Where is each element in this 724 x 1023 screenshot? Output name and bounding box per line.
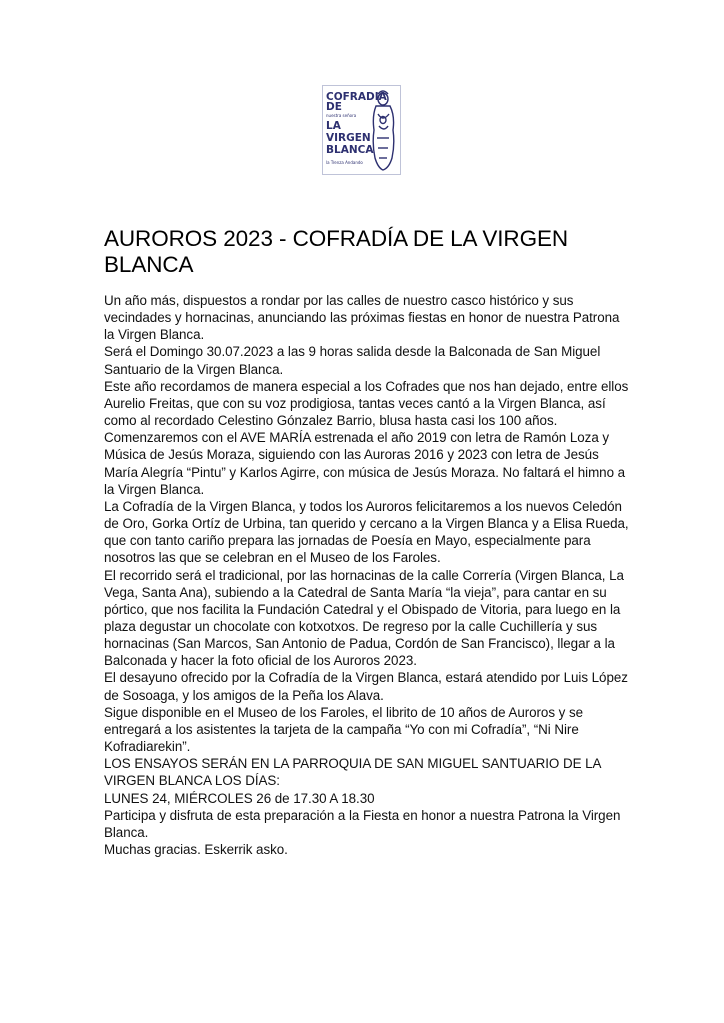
paragraph-congratulations: La Cofradía de la Virgen Blanca, y todos los Auroros felicitaremos a los nuevos Celedón de Oro, Gorka Ortíz de Urbina, tan querido y cercano a la Virgen Blanca y a Elisa Rueda, que con tanto cariño prepara las jornadas de Poesía en Mayo, especialmente para nosotros las que se celebran en el Museo de los Faroles.	[104, 498, 629, 566]
logo-text-virgen: VIRGEN	[326, 132, 371, 144]
logo-text-la: LA	[326, 120, 341, 132]
paragraph-breakfast: El desayuno ofrecido por la Cofradía de la Virgen Blanca, estará atendido por Luis López de Sosoaga, y los amigos de la Peña los Alava.	[104, 670, 628, 703]
paragraph-rehearsal-dates: LUNES 24, MIÉRCOLES 26 de 17.30 A 18.30	[104, 790, 375, 806]
paragraph-intro: Un año más, dispuestos a rondar por las calles de nuestro casco histórico y sus vecindades y hornacinas, anunciando las próximas fiestas en honor de nuestra Patrona la Virgen Blanca.	[104, 293, 620, 343]
paragraph-repertoire: Comenzaremos con el AVE MARÍA estrenada el año 2019 con letra de Ramón Loza y Música de Jesús Moraza, siguiendo con las Auroras 2016 y 2023 con letra de Jesús María Alegría “Pintu” y Karlos Agirre, con música de Jesús Moraza. No faltará el himno a la Virgen Blanca.	[104, 430, 626, 497]
logo-text-blanca: BLANCA	[326, 144, 374, 156]
paragraph-rehearsals: LOS ENSAYOS SERÁN EN LA PARROQUIA DE SAN MIGUEL SANTUARIO DE LA VIRGEN BLANCA LOS DÍAS:	[104, 756, 601, 789]
paragraph-date: Será el Domingo 30.07.2023 a las 9 horas salida desde la Balconada de San Miguel Santuario de la Virgen Blanca.	[104, 344, 601, 377]
paragraph-invitation: Participa y disfruta de esta preparación a la Fiesta en honor a nuestra Patrona la Virgen Blanca.	[104, 807, 621, 840]
paragraph-booklet: Sigue disponible en el Museo de los Faroles, el librito de 10 años de Auroros y se entregará a los asistentes la tarjeta de la campaña “Yo con mi Cofradía”, “Ni Nire Kofradiarekin”.	[104, 704, 583, 755]
document-body	[104, 292, 629, 858]
paragraph-remembrance: Este año recordamos de manera especial a los Cofrades que nos han dejado, entre ellos Aurelio Freitas, que con su voz prodigiosa, tantas veces cantó a la Virgen Blanca, así como al recordado Celestino Gónzalez Barrio, blusa hasta casi los 100 años.	[104, 378, 629, 429]
cofradia-logo	[322, 85, 401, 175]
cofradia-logo-image	[323, 86, 400, 174]
logo-text-nuestra-senora: nuestra señora	[326, 113, 357, 118]
logo-text-cofradia: COFRADIA	[326, 91, 387, 103]
document-title: AUROROS 2023 - COFRADÍA DE LA VIRGEN BLANCA	[104, 226, 569, 277]
paragraph-route: El recorrido será el tradicional, por las hornacinas de la calle Correría (Virgen Blanca, La Vega, Santa Ana), subiendo a la Catedral de Santa María “la vieja”, para cantar en su pórtico, que nos facilita la Fundación Catedral y el Obispado de Vitoria, para luego en la plaza degustar un chocolate con kotxotxos. De regreso por la calle Cuchillería y sus hornacinas (San Marcos, San Antonio de Padua, Cordón de San Francisco), llegar a la Balconada y hacer la foto oficial de los Auroros 2023.	[104, 567, 624, 669]
paragraph-thanks: Muchas gracias. Eskerrik asko.	[104, 842, 288, 857]
logo-text-de: DE	[326, 101, 342, 113]
logo-text-motto: la Trenza Andando	[326, 160, 363, 165]
